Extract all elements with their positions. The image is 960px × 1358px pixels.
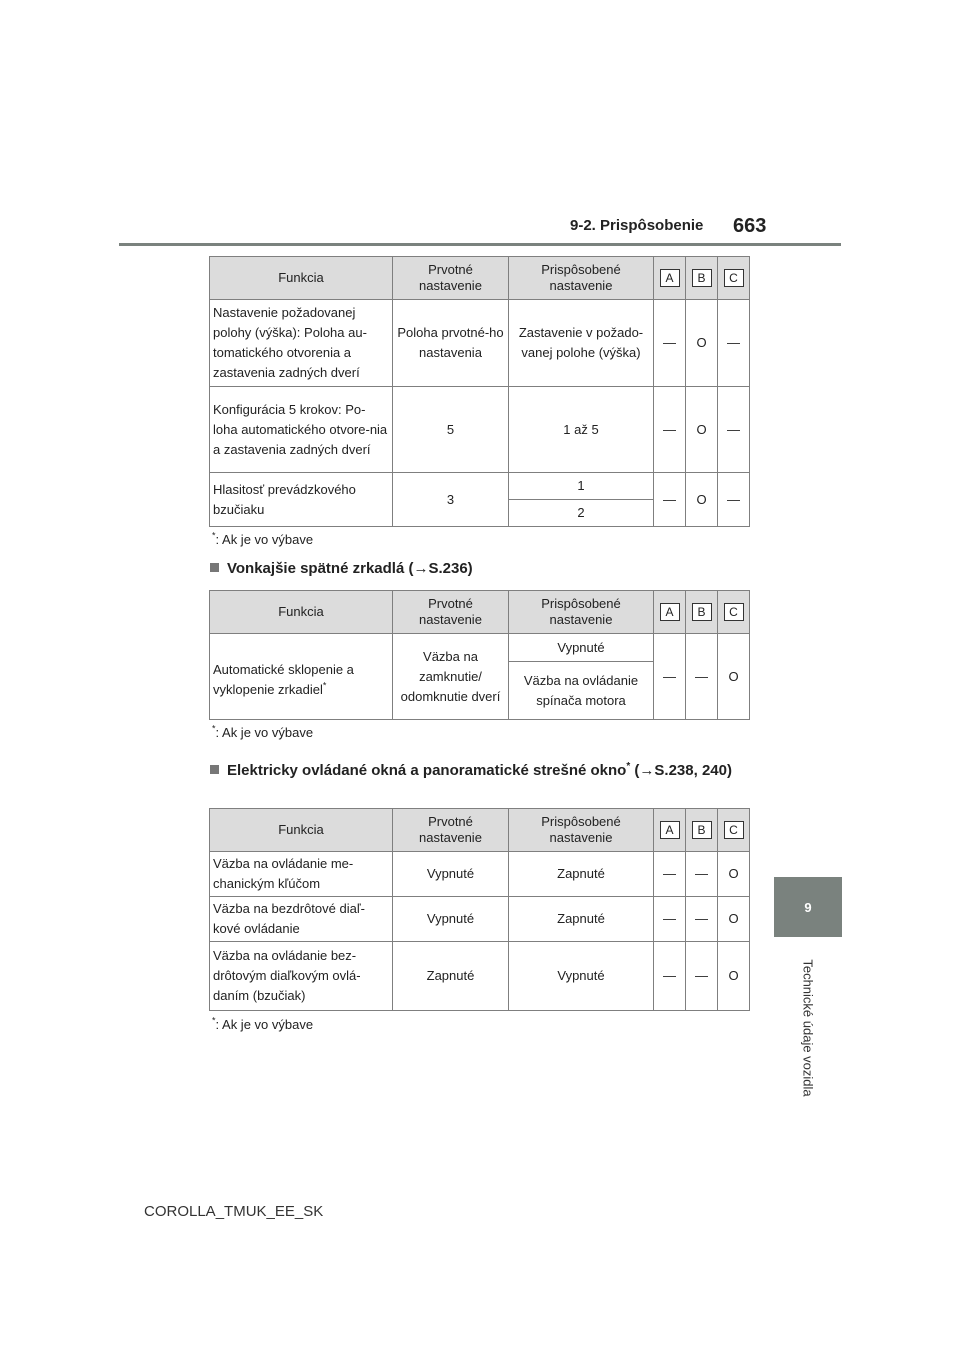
- cell-custom: 1: [509, 473, 654, 500]
- col-c-label: C: [724, 269, 744, 287]
- cell-custom: Zastavenie v požado-vanej polohe (výška): [509, 300, 654, 387]
- col-c: [718, 257, 750, 300]
- col-a-label: A: [660, 269, 680, 287]
- document-code: COROLLA_TMUK_EE_SK: [144, 1203, 324, 1220]
- cell-b: —: [686, 897, 718, 942]
- cell-custom: Vypnuté: [509, 634, 654, 662]
- col-a-label: A: [660, 821, 680, 839]
- section-heading-mirrors: [210, 557, 473, 580]
- table-row: [210, 387, 750, 473]
- footnote-text: : Ak je vo výbave: [215, 1017, 314, 1032]
- footnote: [212, 532, 313, 547]
- chapter-side-label-text: Technické údaje vozidla: [800, 959, 816, 1097]
- cell-c: —: [718, 387, 750, 473]
- cell-a: —: [654, 942, 686, 1011]
- table-mirror-settings: [209, 590, 750, 720]
- cell-a: —: [654, 852, 686, 897]
- table-header-row: [210, 257, 750, 300]
- table-header-row: [210, 809, 750, 852]
- col-c: [718, 809, 750, 852]
- col-a: [654, 809, 686, 852]
- footnote-mark: *: [212, 1015, 216, 1026]
- cell-c: —: [718, 300, 750, 387]
- footnote-mark: *: [626, 761, 631, 772]
- section-reference: (→S.238, 240): [630, 762, 732, 779]
- cell-custom: Zapnuté: [509, 852, 654, 897]
- cell-function: Nastavenie požadovanej polohy (výška): Poloha au-tomatického otvorenia a zastavenia zadných dverí: [210, 300, 393, 387]
- col-a: [654, 257, 686, 300]
- footnote-text: : Ak je vo výbave: [215, 532, 314, 547]
- cell-a: —: [654, 387, 686, 473]
- cell-function: Väzba na ovládanie bez-drôtovým diaľkovým ovlá-daním (bzučiak): [210, 942, 393, 1011]
- cell-function: Väzba na bezdrôtové diaľ-kové ovládanie: [210, 897, 393, 942]
- cell-b: —: [686, 634, 718, 720]
- cell-default: 5: [393, 387, 509, 473]
- section-header: 9-2. Prispôsobenie: [570, 217, 704, 234]
- table-row: [210, 473, 750, 500]
- header-rule: [119, 243, 841, 246]
- footnote: [212, 725, 313, 740]
- cell-c: O: [718, 897, 750, 942]
- footnote-mark: *: [212, 530, 216, 541]
- col-function: Funkcia: [210, 591, 393, 634]
- cell-function: Hlasitosť prevádzkového bzučiaku: [210, 473, 393, 527]
- table-row: [210, 300, 750, 387]
- footnote: [212, 1017, 313, 1032]
- cell-custom: 1 až 5: [509, 387, 654, 473]
- cell-custom: Vypnuté: [509, 942, 654, 1011]
- table-header-row: [210, 591, 750, 634]
- table-window-settings: [209, 808, 750, 1011]
- col-b: [686, 591, 718, 634]
- cell-c: O: [718, 852, 750, 897]
- col-b-label: B: [692, 603, 712, 621]
- cell-c: —: [718, 473, 750, 527]
- cell-custom: Väzba na ovládanie spínača motora: [509, 662, 654, 720]
- footnote-mark: *: [322, 680, 327, 691]
- col-function: Funkcia: [210, 809, 393, 852]
- col-default: Prvotné nastavenie: [393, 809, 509, 852]
- table-row: [210, 634, 750, 662]
- cell-a: —: [654, 300, 686, 387]
- cell-default: Vypnuté: [393, 852, 509, 897]
- col-default: Prvotné nastavenie: [393, 591, 509, 634]
- col-custom: Prispôsobené nastavenie: [509, 591, 654, 634]
- col-c: [718, 591, 750, 634]
- cell-c: O: [718, 942, 750, 1011]
- cell-b: —: [686, 852, 718, 897]
- col-a: [654, 591, 686, 634]
- col-custom: Prispôsobené nastavenie: [509, 257, 654, 300]
- table-row: [210, 852, 750, 897]
- section-title: Vonkajšie spätné zrkadlá (→S.236): [227, 560, 473, 577]
- cell-b: O: [686, 387, 718, 473]
- section-title: Elektricky ovládané okná a panoramatické strešné okno: [227, 762, 627, 779]
- cell-function: Väzba na ovládanie me-chanickým kľúčom: [210, 852, 393, 897]
- col-b: [686, 257, 718, 300]
- cell-default: 3: [393, 473, 509, 527]
- cell-c: O: [718, 634, 750, 720]
- col-default: Prvotné nastavenie: [393, 257, 509, 300]
- chapter-tab: 9: [774, 877, 842, 937]
- cell-b: O: [686, 473, 718, 527]
- cell-function: [210, 634, 393, 720]
- page-number: 663: [733, 215, 767, 237]
- col-b-label: B: [692, 269, 712, 287]
- col-c-label: C: [724, 603, 744, 621]
- col-custom: Prispôsobené nastavenie: [509, 809, 654, 852]
- cell-default: Poloha prvotné-ho nastavenia: [393, 300, 509, 387]
- table-row: [210, 942, 750, 1011]
- cell-b: O: [686, 300, 718, 387]
- col-b-label: B: [692, 821, 712, 839]
- cell-custom: 2: [509, 500, 654, 527]
- section-heading-windows: [210, 755, 750, 782]
- col-c-label: C: [724, 821, 744, 839]
- cell-default: Vypnuté: [393, 897, 509, 942]
- cell-default: Väzba na zamknutie/ odomknutie dverí: [393, 634, 509, 720]
- cell-a: —: [654, 897, 686, 942]
- cell-default: Zapnuté: [393, 942, 509, 1011]
- col-function: Funkcia: [210, 257, 393, 300]
- cell-custom: Zapnuté: [509, 897, 654, 942]
- square-bullet-icon: [210, 563, 219, 572]
- col-b: [686, 809, 718, 852]
- table-row: [210, 897, 750, 942]
- col-a-label: A: [660, 603, 680, 621]
- cell-function: Konfigurácia 5 krokov: Po-loha automatického otvore-nia a zastavenia zadných dverí: [210, 387, 393, 473]
- table-tailgate-settings: [209, 256, 750, 527]
- cell-a: —: [654, 473, 686, 527]
- cell-b: —: [686, 942, 718, 1011]
- cell-a: —: [654, 634, 686, 720]
- cell-function-text: Automatické sklopenie a vyklopenie zrkadiel: [213, 661, 354, 697]
- footnote-mark: *: [212, 723, 216, 734]
- square-bullet-icon: [210, 765, 219, 774]
- footnote-text: : Ak je vo výbave: [215, 725, 314, 740]
